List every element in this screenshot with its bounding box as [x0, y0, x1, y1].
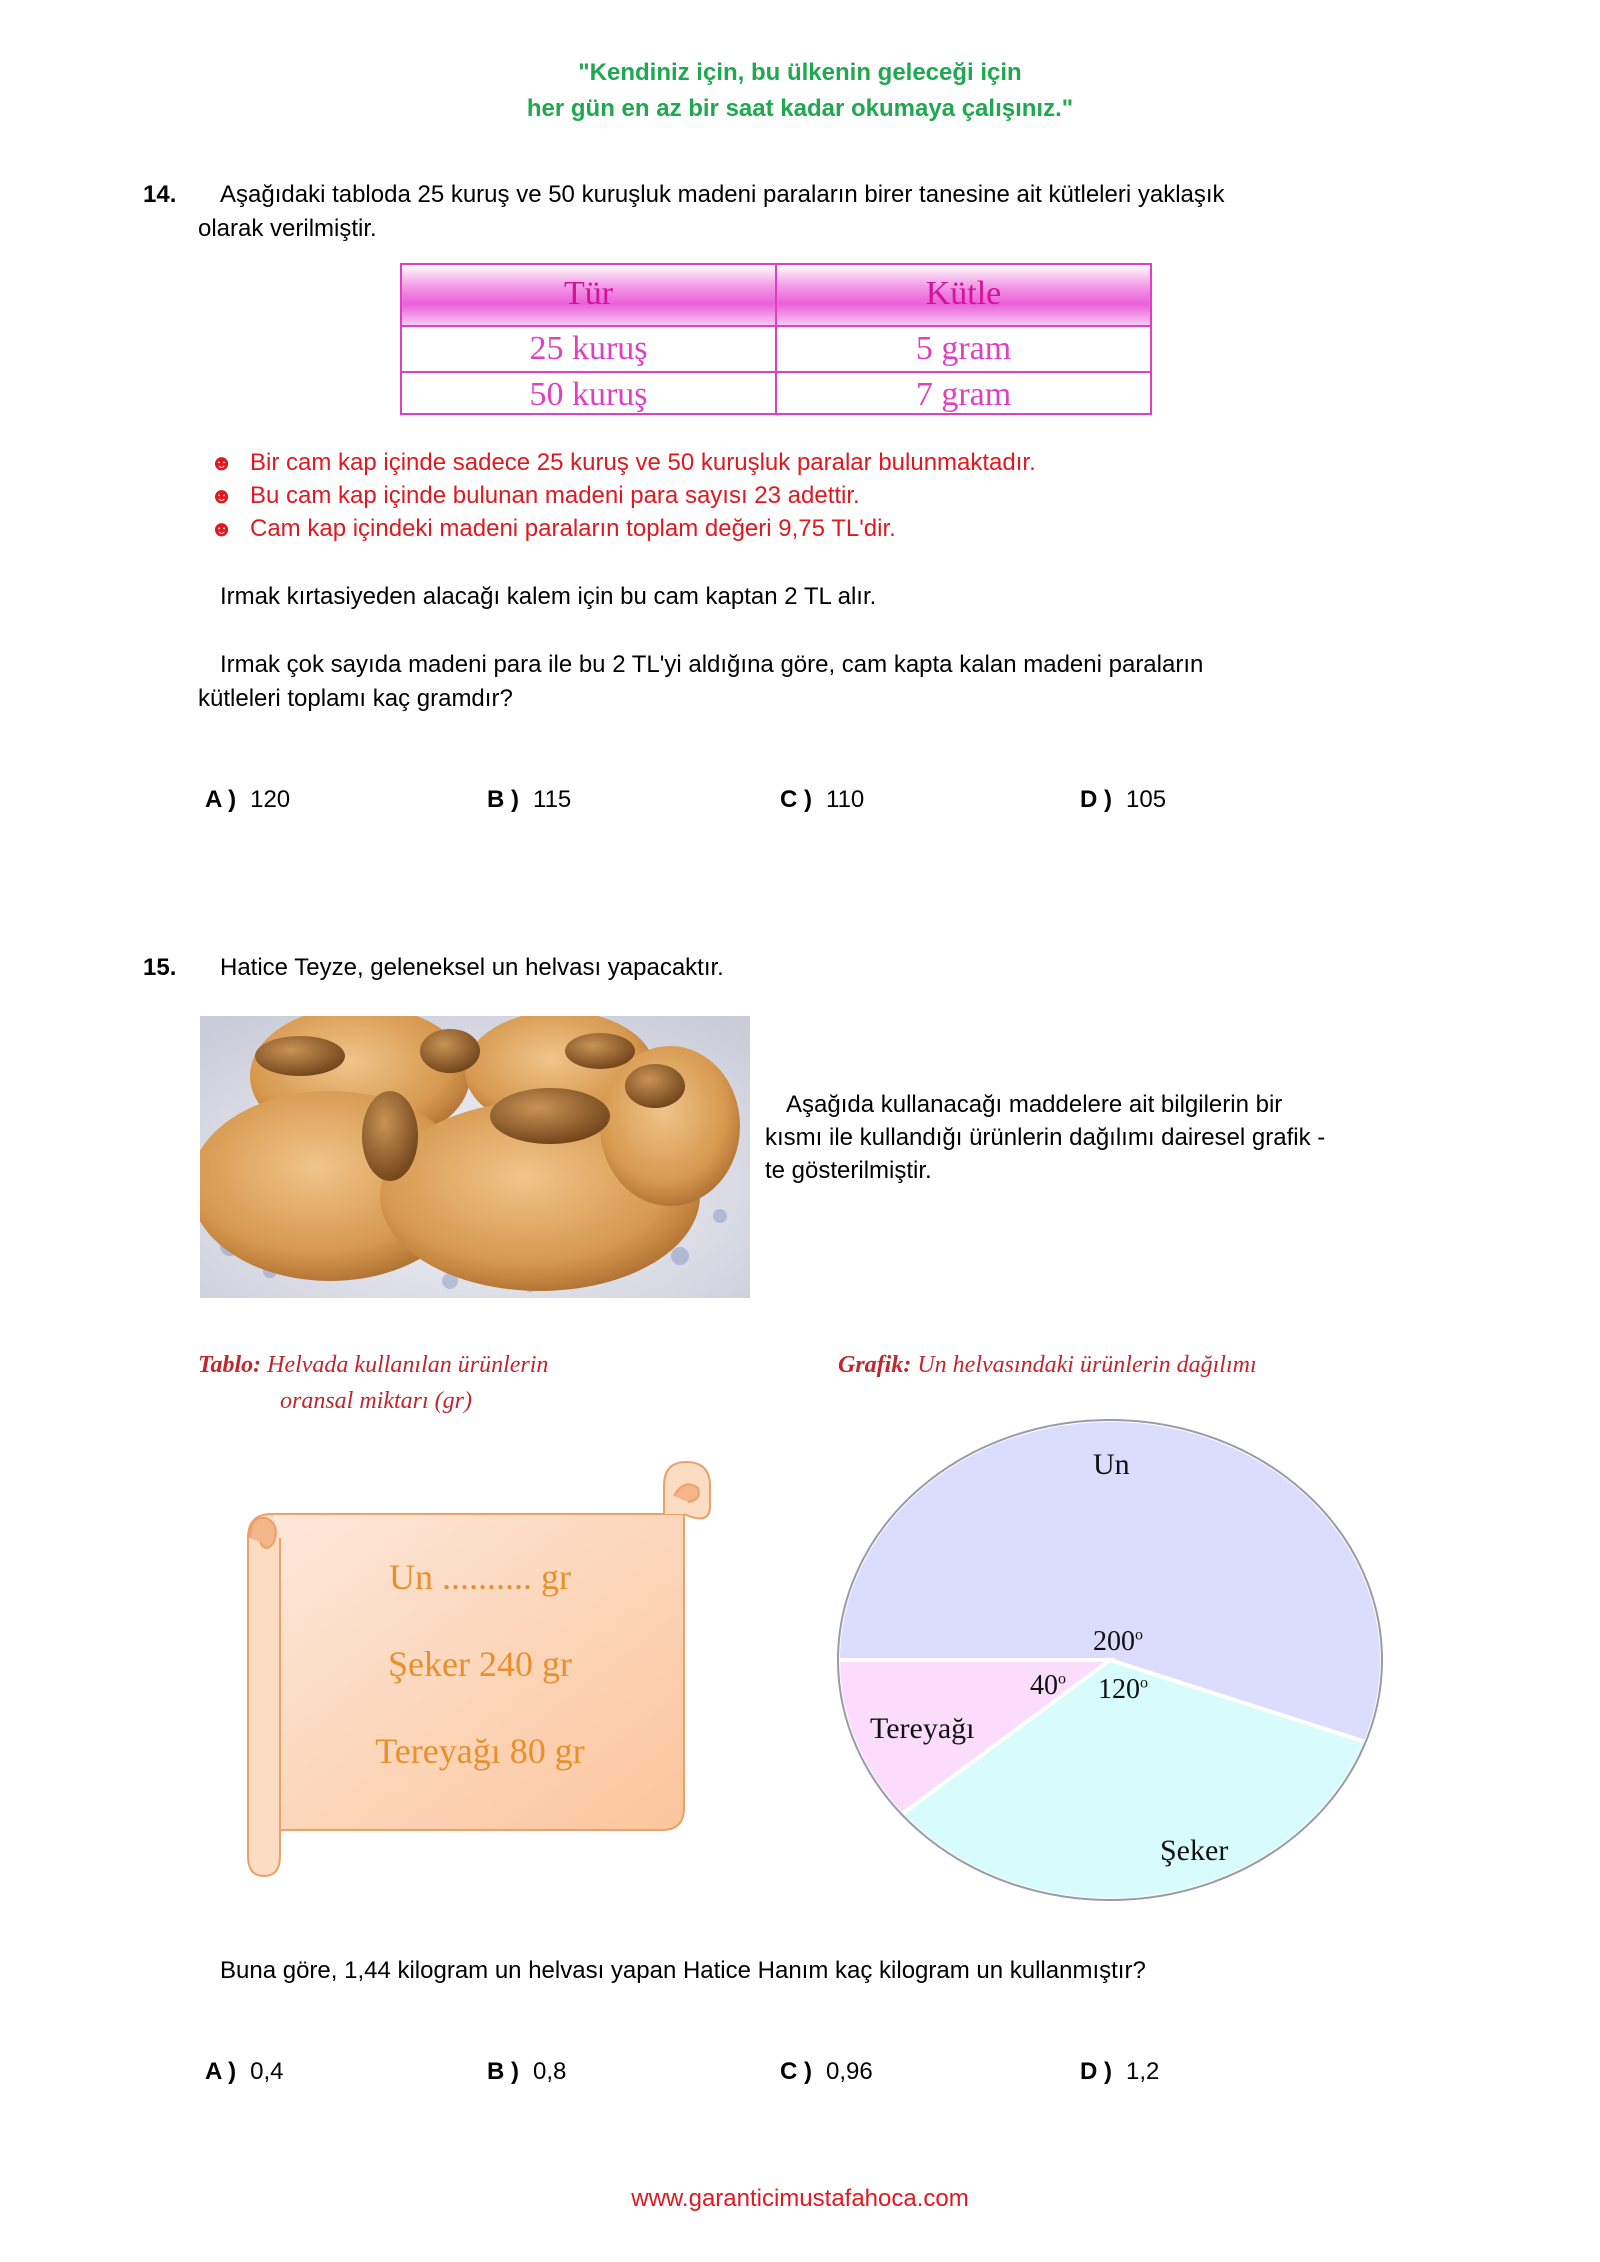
question-15-intro: Hatice Teyze, geleneksel un helvası yapacaktır. [220, 954, 724, 981]
pie-angle-flour [1093, 1626, 1143, 1658]
table-caption [198, 1352, 548, 1379]
table-caption-line-2: oransal miktarı (gr) [280, 1388, 472, 1414]
degree-sign: o [1140, 1674, 1148, 1692]
table-caption-label: Tablo: [198, 1352, 262, 1378]
table-header-type: Tür [563, 275, 614, 312]
option-b[interactable] [487, 786, 571, 814]
option-value: 115 [533, 786, 572, 813]
option-value: 0,96 [826, 2058, 873, 2085]
table-caption-line-1: Helvada kullanılan ürünlerin [267, 1352, 549, 1378]
pie-angle-sugar [1098, 1674, 1148, 1706]
condition-text: Cam kap içindeki madeni paraların toplam değeri 9,75 TL'dir. [250, 515, 896, 542]
question-15-question: Buna göre, 1,44 kilogram un helvası yapan Hatice Hanım kaç kilogram un kullanmıştır? [220, 1957, 1146, 1984]
question-14-number: 14. [143, 181, 177, 208]
option-value: 1,2 [1126, 2058, 1160, 2085]
condition-text: Bir cam kap içinde sadece 25 kuruş ve 50 kuruşluk paralar bulunmaktadır. [250, 449, 1036, 476]
table-row [402, 327, 1150, 373]
question-14-intro-line-2: olarak verilmiştir. [198, 215, 377, 242]
table-header-row [402, 265, 1150, 327]
degree-sign: o [1135, 1626, 1143, 1644]
question-14-paragraph-1: Irmak kırtasiyeden alacağı kalem için bu cam kaptan 2 TL alır. [220, 583, 877, 610]
question-14-paragraph-2-line-1: Irmak çok sayıda madeni para ile bu 2 TL'yi aldığına göre, cam kapta kalan madeni paraların [220, 651, 1204, 678]
question-14-intro-line-1: Aşağıdaki tabloda 25 kuruş ve 50 kuruşluk madeni paraların birer tanesine ait kütleleri yaklaşık [220, 181, 1225, 208]
coin-mass-table [400, 263, 1152, 415]
option-letter: C ) [780, 2058, 812, 2085]
table-cell: 50 kuruş [529, 376, 648, 413]
scroll-line-sugar: Şeker 240 gr [388, 1644, 572, 1684]
graph-caption-text: Un helvasındaki ürünlerin dağılımı [917, 1352, 1257, 1378]
smiley-icon: ☻ [210, 516, 234, 541]
option-c[interactable] [780, 786, 864, 814]
table-cell: 25 kuruş [529, 330, 648, 367]
motto-line-2: her gün en az bir saat kadar okumaya çalışınız." [526, 95, 1074, 122]
list-item [210, 479, 1036, 512]
question-14-conditions [210, 446, 1036, 545]
angle-value: 200 [1093, 1626, 1135, 1657]
list-item [210, 512, 1036, 545]
pie-label-flour: Un [1093, 1448, 1130, 1481]
footer-website[interactable]: www.garanticimustafahoca.com [631, 2185, 969, 2212]
condition-text: Bu cam kap içinde bulunan madeni para sayısı 23 adettir. [250, 482, 860, 509]
angle-value: 120 [1098, 1674, 1140, 1705]
degree-sign: o [1058, 1670, 1066, 1688]
option-letter: B ) [487, 2058, 519, 2085]
option-value: 105 [1126, 786, 1167, 813]
table-header-mass: Kütle [775, 265, 1150, 325]
option-letter: C ) [780, 786, 812, 813]
question-14-paragraph-2-line-2: kütleleri toplamı kaç gramdır? [198, 685, 513, 712]
pie-angle-butter [1030, 1670, 1066, 1702]
table-cell: 5 gram [775, 327, 1150, 371]
distribution-pie-chart [830, 1410, 1390, 1920]
question-15-number: 15. [143, 954, 177, 981]
option-letter: D ) [1080, 2058, 1112, 2085]
option-value: 120 [250, 786, 291, 813]
scroll-line-flour: Un .......... gr [389, 1557, 571, 1597]
list-item [210, 446, 1036, 479]
table-cell: 7 gram [775, 373, 1150, 415]
graph-caption-label: Grafik: [838, 1352, 912, 1378]
option-c[interactable] [780, 2058, 873, 2086]
option-letter: D ) [1080, 786, 1112, 813]
scroll-line-butter: Tereyağı 80 gr [375, 1731, 585, 1771]
option-letter: B ) [487, 786, 519, 813]
smiley-icon: ☻ [210, 450, 234, 475]
table-row [402, 373, 1150, 415]
option-b[interactable] [487, 2058, 566, 2086]
option-letter: A ) [205, 786, 237, 813]
pie-label-sugar: Şeker [1160, 1834, 1229, 1867]
option-d[interactable] [1080, 786, 1166, 814]
motto-line-1: "Kendiniz için, bu ülkenin geleceği için [578, 59, 1022, 86]
option-d[interactable] [1080, 2058, 1159, 2086]
question-15-desc-line-1: Aşağıda kullanacağı maddelere ait bilgilerin bir [786, 1091, 1283, 1118]
option-value: 110 [826, 786, 865, 813]
option-letter: A ) [205, 2058, 237, 2085]
smiley-icon: ☻ [210, 483, 234, 508]
graph-caption [838, 1352, 1257, 1379]
angle-value: 40 [1030, 1670, 1058, 1701]
option-a[interactable] [205, 786, 290, 814]
question-15-desc-line-2: kısmı ile kullandığı ürünlerin dağılımı dairesel grafik - [765, 1124, 1326, 1151]
question-15-desc-line-3: te gösterilmiştir. [765, 1157, 932, 1184]
option-value: 0,4 [250, 2058, 284, 2085]
option-value: 0,8 [533, 2058, 567, 2085]
option-a[interactable] [205, 2058, 283, 2086]
pie-label-butter: Tereyağı [870, 1712, 975, 1745]
halva-photo [200, 1016, 750, 1298]
